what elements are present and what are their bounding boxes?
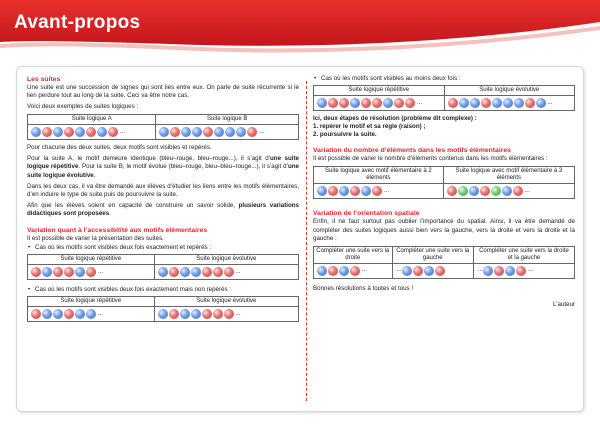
ball-sequence bbox=[314, 184, 444, 199]
red-ball-icon bbox=[224, 267, 234, 277]
blue-ball-icon bbox=[505, 266, 515, 276]
ball-sequence bbox=[443, 184, 574, 199]
blue-ball-icon bbox=[191, 309, 201, 319]
red-ball-icon bbox=[170, 127, 180, 137]
red-ball-icon bbox=[213, 309, 223, 319]
heading-orientation: Variation de l’orientation spatiale bbox=[313, 210, 420, 218]
blue-ball-icon bbox=[75, 267, 85, 277]
sequence-table-examples bbox=[27, 114, 299, 140]
blue-ball-icon bbox=[361, 186, 371, 196]
ellipsis: ... bbox=[235, 268, 241, 275]
page-title: Avant-propos bbox=[14, 12, 141, 33]
red-ball-icon bbox=[203, 127, 213, 137]
ball-sequence bbox=[444, 96, 575, 111]
red-ball-icon bbox=[494, 266, 504, 276]
heading-suites: Les suites bbox=[27, 76, 61, 83]
table-header: Compléter une suite vers la gauche bbox=[392, 246, 473, 263]
ellipsis: ... bbox=[524, 187, 530, 194]
signature: L’auteur bbox=[552, 300, 575, 308]
green-ball-icon bbox=[491, 186, 501, 196]
blue-ball-icon bbox=[158, 267, 168, 277]
blue-ball-icon bbox=[158, 309, 168, 319]
table-header: Suite logique B bbox=[156, 115, 299, 125]
red-ball-icon bbox=[481, 98, 491, 108]
ball-sequence bbox=[314, 263, 393, 278]
blue-ball-icon bbox=[317, 186, 327, 196]
red-ball-icon bbox=[413, 266, 423, 276]
left-column bbox=[27, 75, 299, 326]
red-ball-icon bbox=[108, 127, 118, 137]
header-banner bbox=[0, 0, 600, 62]
blue-ball-icon bbox=[339, 186, 349, 196]
red-ball-icon bbox=[53, 267, 63, 277]
blue-ball-icon bbox=[86, 309, 96, 319]
bullet-item: • Cas où les motifs sont visibles deux fois exactement mais non repérés : bbox=[27, 286, 299, 294]
red-ball-icon bbox=[213, 267, 223, 277]
paragraph: Voici deux exemples de suites logiques : bbox=[27, 103, 139, 111]
red-ball-icon bbox=[372, 186, 382, 196]
blue-ball-icon bbox=[192, 127, 202, 137]
paragraph: Pour chacune des deux suites, deux motifs sont visibles et repérés. bbox=[27, 144, 212, 152]
blue-ball-icon bbox=[383, 98, 393, 108]
paragraph: Pour la suite A, le motif demeure identique (bleu–rouge, bleu–rouge...), il s’agit d’une suite logique répétitive. Pour la suite B, le motif évolue (bleu–rouge, bleu–bleu–rouge...), il s’agit d’une suite logique évolutive. bbox=[27, 155, 300, 179]
red-ball-icon bbox=[361, 98, 371, 108]
red-ball-icon bbox=[435, 266, 445, 276]
blue-ball-icon bbox=[42, 309, 52, 319]
column-divider bbox=[306, 81, 307, 401]
blue-ball-icon bbox=[236, 127, 246, 137]
blue-ball-icon bbox=[503, 98, 513, 108]
sequence-table-non-repere bbox=[27, 296, 299, 322]
red-ball-icon bbox=[169, 267, 179, 277]
blue-ball-icon bbox=[424, 266, 434, 276]
table-header: Compléter une suite vers la droite bbox=[314, 246, 393, 263]
ellipsis: ... bbox=[547, 99, 553, 106]
heading-number: Variation du nombre d’éléments dans les motifs élémentaires bbox=[313, 147, 511, 155]
bullet-item: • Cas où les motifs sont visibles deux fois exactement et repérés : bbox=[27, 244, 299, 252]
sequence-table-visible bbox=[313, 85, 575, 111]
red-ball-icon bbox=[448, 98, 458, 108]
red-ball-icon bbox=[328, 186, 338, 196]
blue-ball-icon bbox=[225, 127, 235, 137]
blue-ball-icon bbox=[536, 98, 546, 108]
red-ball-icon bbox=[525, 98, 535, 108]
red-ball-icon bbox=[86, 127, 96, 137]
blue-ball-icon bbox=[31, 127, 41, 137]
red-ball-icon bbox=[328, 266, 338, 276]
table-header: Suite logique répétitive bbox=[314, 86, 445, 96]
blue-ball-icon bbox=[350, 98, 360, 108]
red-ball-icon bbox=[247, 127, 257, 137]
blue-ball-icon bbox=[53, 309, 63, 319]
ellipsis: ... bbox=[120, 128, 126, 135]
paragraph: Enfin, il ne faut surtout pas oublier l’importance du spatial. Ainsi, il va être demandé de compléter des suites logiques aussi bien vers la gauche, vers la droite et vers la droite et la gauche : bbox=[313, 218, 575, 242]
paragraph: Dans les deux cas, il va être demandé aux élèves d’étudier les liens entre les motifs élémentaires, d’en induire le type de suite puis de poursuivre la suite. bbox=[27, 182, 299, 198]
content-card bbox=[16, 66, 584, 412]
bullet-item: • Cas où les motifs sont visibles au moins deux fois : bbox=[313, 75, 575, 83]
red-ball-icon bbox=[447, 186, 457, 196]
red-ball-icon bbox=[64, 309, 74, 319]
ball-sequence bbox=[154, 307, 298, 322]
ball-sequence bbox=[28, 265, 155, 280]
blue-ball-icon bbox=[469, 186, 479, 196]
blue-ball-icon bbox=[402, 266, 412, 276]
red-ball-icon bbox=[350, 266, 360, 276]
ellipsis: ... bbox=[259, 128, 265, 135]
table-header: Compléter une suite vers la droite et la gauche bbox=[473, 246, 574, 263]
sequence-table-orientation bbox=[313, 246, 575, 279]
red-ball-icon bbox=[42, 127, 52, 137]
ellipsis: ... bbox=[477, 267, 483, 274]
blue-ball-icon bbox=[75, 309, 85, 319]
table-header: Suite logique A bbox=[28, 115, 156, 125]
red-ball-icon bbox=[394, 98, 404, 108]
blue-ball-icon bbox=[459, 98, 469, 108]
red-ball-icon bbox=[350, 186, 360, 196]
blue-ball-icon bbox=[317, 98, 327, 108]
blue-ball-icon bbox=[470, 98, 480, 108]
blue-ball-icon bbox=[492, 98, 502, 108]
red-ball-icon bbox=[202, 309, 212, 319]
red-ball-icon bbox=[372, 98, 382, 108]
table-header: Suite logique répétitive bbox=[28, 297, 155, 307]
table-header: Suite logique avec motif élémentaire à 2 éléments bbox=[314, 167, 444, 184]
red-ball-icon bbox=[480, 186, 490, 196]
red-ball-icon bbox=[86, 267, 96, 277]
paragraph: Il est possible de varier la présentation des suites. bbox=[27, 235, 164, 243]
red-ball-icon bbox=[516, 266, 526, 276]
ellipsis: ... bbox=[235, 310, 241, 317]
red-ball-icon bbox=[224, 309, 234, 319]
table-header: Suite logique avec motif élémentaire à 3 éléments bbox=[443, 167, 574, 184]
red-ball-icon bbox=[64, 127, 74, 137]
blue-ball-icon bbox=[97, 127, 107, 137]
heading-accessibility: Variation quant à l’accessibilité aux motifs élémentaires bbox=[27, 227, 208, 235]
red-ball-icon bbox=[31, 309, 41, 319]
sequence-table-elements bbox=[313, 166, 575, 199]
ball-sequence bbox=[314, 96, 445, 111]
table-header: Suite logique évolutive bbox=[154, 255, 298, 265]
ball-sequence bbox=[392, 263, 473, 278]
blue-ball-icon bbox=[180, 267, 190, 277]
red-ball-icon bbox=[328, 98, 338, 108]
blue-ball-icon bbox=[483, 266, 493, 276]
ball-sequence bbox=[156, 125, 299, 140]
ellipsis: ... bbox=[362, 267, 368, 274]
red-ball-icon bbox=[405, 98, 415, 108]
paragraph: Une suite est une succession de signes qui sont liés entre eux. On parle de suite récurrente si le lien perdure tout au long de la suite. Ceci va être notre cas. bbox=[27, 84, 299, 100]
sequence-table-repere bbox=[27, 254, 299, 280]
table-header: Suite logique évolutive bbox=[444, 86, 575, 96]
ellipsis: ... bbox=[527, 267, 533, 274]
table-header: Suite logique répétitive bbox=[28, 255, 155, 265]
blue-ball-icon bbox=[514, 98, 524, 108]
ellipsis: ... bbox=[384, 187, 390, 194]
paragraph: Afin que les élèves soient en capacité de construire un savoir solide, plusieurs variations didactiques sont proposées. bbox=[27, 201, 299, 217]
blue-ball-icon bbox=[159, 127, 169, 137]
red-ball-icon bbox=[31, 267, 41, 277]
blue-ball-icon bbox=[181, 127, 191, 137]
red-ball-icon bbox=[64, 267, 74, 277]
ball-sequence bbox=[28, 307, 155, 322]
ellipsis: ... bbox=[98, 310, 104, 317]
ball-sequence bbox=[154, 265, 298, 280]
ball-sequence bbox=[473, 263, 574, 278]
blue-ball-icon bbox=[502, 186, 512, 196]
closing-text: Bonnes résolutions à toutes et tous ! bbox=[313, 284, 414, 292]
table-header: Suite logique évolutive bbox=[154, 297, 298, 307]
blue-ball-icon bbox=[214, 127, 224, 137]
right-column bbox=[313, 75, 575, 309]
blue-ball-icon bbox=[317, 266, 327, 276]
blue-ball-icon bbox=[53, 127, 63, 137]
ellipsis: ... bbox=[417, 99, 423, 106]
paragraph: Il est possible de varier le nombre d’éléments contenus dans les motifs élémentaires : bbox=[313, 155, 548, 163]
blue-ball-icon bbox=[180, 309, 190, 319]
ellipsis: ... bbox=[396, 267, 402, 274]
blue-ball-icon bbox=[42, 267, 52, 277]
steps-block: Ici, deux étapes de résolution (problème dit complexe) : 1. repérer le motif et sa règle (raison) ; 2. poursuivre la suite. bbox=[313, 115, 477, 139]
green-ball-icon bbox=[458, 186, 468, 196]
red-ball-icon bbox=[169, 309, 179, 319]
red-ball-icon bbox=[202, 267, 212, 277]
ellipsis: ... bbox=[98, 268, 104, 275]
red-ball-icon bbox=[513, 186, 523, 196]
blue-ball-icon bbox=[75, 127, 85, 137]
ball-sequence bbox=[28, 125, 156, 140]
blue-ball-icon bbox=[339, 266, 349, 276]
blue-ball-icon bbox=[191, 267, 201, 277]
red-ball-icon bbox=[339, 98, 349, 108]
